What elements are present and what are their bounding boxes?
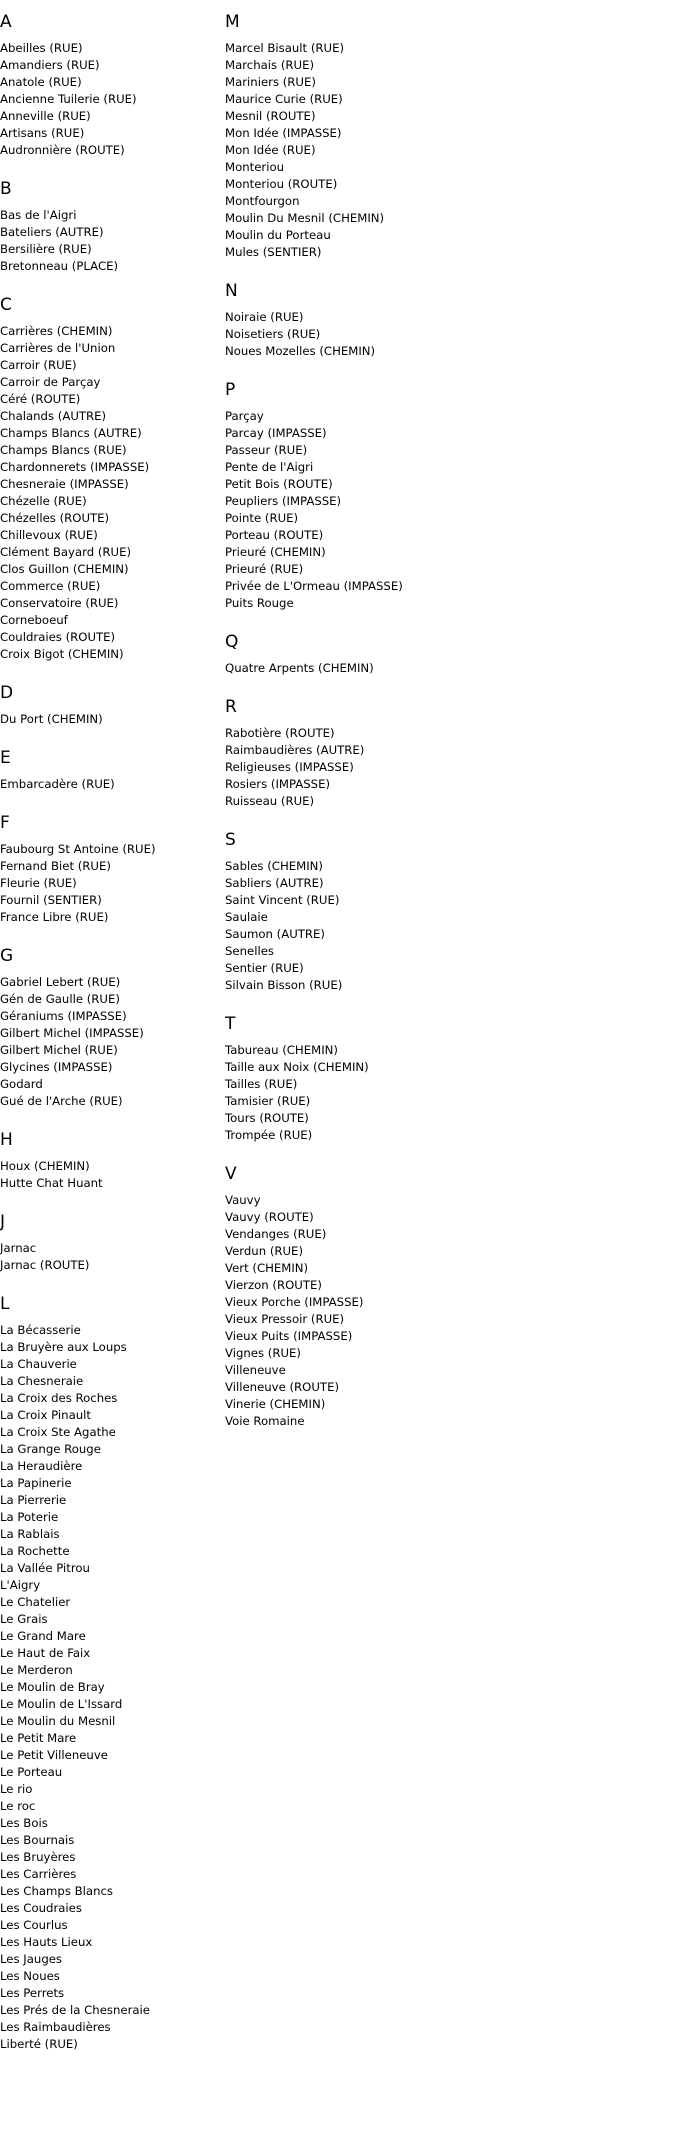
street-link[interactable]: Le Petit Mare	[0, 1731, 77, 1745]
street-link[interactable]: Le Porteau	[0, 1765, 63, 1779]
street-link[interactable]: Les Bournais	[0, 1833, 75, 1847]
street-link[interactable]: Audronnière (ROUTE)	[0, 143, 125, 157]
street-link[interactable]: Les Bois	[0, 1816, 48, 1830]
street-link[interactable]: Noisetiers (RUE)	[225, 327, 321, 341]
street-link[interactable]: Prieuré (RUE)	[225, 562, 304, 576]
street-link[interactable]: Abeilles (RUE)	[0, 41, 83, 55]
street-link[interactable]: Carroir de Parçay	[0, 375, 101, 389]
street-link[interactable]: Monteriou (ROUTE)	[225, 177, 338, 191]
street-list	[225, 40, 665, 261]
street-link[interactable]: Amandiers (RUE)	[0, 58, 100, 72]
letter-group	[0, 295, 220, 663]
street-link[interactable]: La Croix des Roches	[0, 1391, 118, 1405]
letter-heading: P	[225, 380, 236, 400]
street-link[interactable]: Vieux Puits (IMPASSE)	[225, 1329, 353, 1343]
street-link[interactable]: Mon Idée (IMPASSE)	[225, 126, 342, 140]
letter-group	[0, 748, 220, 793]
street-link[interactable]: Les Champs Blancs	[0, 1884, 113, 1898]
street-link[interactable]: Les Perrets	[0, 1986, 65, 2000]
street-link[interactable]: Marcel Bisault (RUE)	[225, 41, 345, 55]
street-link[interactable]: Glycines (IMPASSE)	[0, 1060, 113, 1074]
street-link[interactable]: Saint Vincent (RUE)	[225, 893, 340, 907]
street-link[interactable]: Pente de l'Aigri	[225, 460, 314, 474]
letter-heading: V	[225, 1164, 237, 1184]
street-link[interactable]: Liberté (RUE)	[0, 2037, 78, 2051]
street-link[interactable]: Couldraies (ROUTE)	[0, 630, 116, 644]
street-link[interactable]: La Pierrerie	[0, 1493, 67, 1507]
letter-group	[225, 1014, 665, 1144]
street-link[interactable]: Anneville (RUE)	[0, 109, 91, 123]
street-link[interactable]: Saumon (AUTRE)	[225, 927, 325, 941]
letter-group	[225, 830, 665, 994]
street-link[interactable]: Porteau (ROUTE)	[225, 528, 324, 542]
street-link[interactable]: Le Chatelier	[0, 1595, 71, 1609]
letter-group	[225, 380, 665, 612]
street-link[interactable]: Silvain Bisson (RUE)	[225, 978, 343, 992]
street-link[interactable]: Parçay	[225, 409, 264, 423]
letter-group	[225, 12, 665, 261]
letter-heading: B	[0, 179, 12, 199]
street-link[interactable]: Moulin Du Mesnil (CHEMIN)	[225, 211, 385, 225]
street-link[interactable]: La Poterie	[0, 1510, 59, 1524]
street-link[interactable]: Vierzon (ROUTE)	[225, 1278, 322, 1292]
street-link[interactable]: Le Grais	[0, 1612, 48, 1626]
street-link[interactable]: Mesnil (ROUTE)	[225, 109, 316, 123]
street-link[interactable]: Mariniers (RUE)	[225, 75, 316, 89]
street-link[interactable]: La Bruyère aux Loups	[0, 1340, 127, 1354]
street-link[interactable]: Sentier (RUE)	[225, 961, 304, 975]
street-list	[0, 841, 220, 926]
street-link[interactable]: La Chesneraie	[0, 1374, 84, 1388]
street-link[interactable]: Carrières (CHEMIN)	[0, 324, 113, 338]
street-link[interactable]: Les Courlus	[0, 1918, 68, 1932]
street-link[interactable]: L'Aigry	[0, 1578, 41, 1592]
street-link[interactable]: Le Moulin de L'Issard	[0, 1697, 123, 1711]
street-link[interactable]: Monteriou	[225, 160, 285, 174]
street-list	[225, 660, 665, 677]
street-link[interactable]: Clos Guillon (CHEMIN)	[0, 562, 129, 576]
street-link[interactable]: Le Merderon	[0, 1663, 73, 1677]
street-link[interactable]: Vauvy	[225, 1193, 261, 1207]
street-link[interactable]: Conservatoire (RUE)	[0, 596, 119, 610]
letter-heading: M	[225, 12, 240, 32]
street-link[interactable]: Rabotière (ROUTE)	[225, 726, 335, 740]
street-link[interactable]: Tamisier (RUE)	[225, 1094, 311, 1108]
letter-group	[225, 697, 665, 810]
street-link[interactable]: La Chauverie	[0, 1357, 77, 1371]
street-link[interactable]: Géraniums (IMPASSE)	[0, 1009, 127, 1023]
street-link[interactable]: Le Moulin de Bray	[0, 1680, 105, 1694]
street-link[interactable]: Sables (CHEMIN)	[225, 859, 323, 873]
street-link[interactable]: Voie Romaine	[225, 1414, 305, 1428]
street-link[interactable]: Faubourg St Antoine (RUE)	[0, 842, 156, 856]
letter-heading: E	[0, 748, 11, 768]
street-link[interactable]: France Libre (RUE)	[0, 910, 109, 924]
street-link[interactable]: Les Noues	[0, 1969, 60, 1983]
street-link[interactable]: Maurice Curie (RUE)	[225, 92, 343, 106]
street-link[interactable]: Hutte Chat Huant	[0, 1176, 103, 1190]
street-link[interactable]: Villeneuve (ROUTE)	[225, 1380, 340, 1394]
street-link[interactable]: La Rochette	[0, 1544, 70, 1558]
street-link[interactable]: Marchais (RUE)	[225, 58, 315, 72]
street-link[interactable]: Vinerie (CHEMIN)	[225, 1397, 326, 1411]
street-link[interactable]: Saulaie	[225, 910, 268, 924]
letter-group	[225, 632, 665, 677]
letter-heading: N	[225, 281, 238, 301]
street-list	[0, 1240, 220, 1274]
letter-group	[0, 1294, 220, 2053]
street-link[interactable]: Villeneuve	[225, 1363, 286, 1377]
street-link[interactable]: Chézelle (RUE)	[0, 494, 87, 508]
street-link[interactable]: Passeur (RUE)	[225, 443, 308, 457]
street-link[interactable]: Vendanges (RUE)	[225, 1227, 327, 1241]
street-link[interactable]: Tours (ROUTE)	[225, 1111, 309, 1125]
street-link[interactable]: La Heraudière	[0, 1459, 83, 1473]
street-link[interactable]: Les Bruyères	[0, 1850, 76, 1864]
street-link[interactable]: Chardonnerets (IMPASSE)	[0, 460, 150, 474]
street-link[interactable]: Puits Rouge	[225, 596, 294, 610]
street-list	[0, 207, 220, 275]
street-link[interactable]: Chalands (AUTRE)	[0, 409, 107, 423]
street-list	[225, 408, 665, 612]
street-link[interactable]: Gilbert Michel (IMPASSE)	[0, 1026, 144, 1040]
letter-group	[0, 946, 220, 1110]
street-link[interactable]: Les Jauges	[0, 1952, 63, 1966]
street-link[interactable]: Les Raimbaudières	[0, 2020, 111, 2034]
street-link[interactable]: Le Grand Mare	[0, 1629, 86, 1643]
street-link[interactable]: Noiraie (RUE)	[225, 310, 304, 324]
street-link[interactable]: Religieuses (IMPASSE)	[225, 760, 354, 774]
street-link[interactable]: Parcay (IMPASSE)	[225, 426, 327, 440]
letter-group	[0, 1212, 220, 1274]
street-link[interactable]: La Papinerie	[0, 1476, 72, 1490]
street-link[interactable]: Jarnac (ROUTE)	[0, 1258, 90, 1272]
street-link[interactable]: Bateliers (AUTRE)	[0, 225, 104, 239]
street-link[interactable]: Pointe (RUE)	[225, 511, 299, 525]
street-link[interactable]: Les Prés de la Chesneraie	[0, 2003, 150, 2017]
street-link[interactable]: Tailles (RUE)	[225, 1077, 298, 1091]
street-link[interactable]: Chézelles (ROUTE)	[0, 511, 110, 525]
street-link[interactable]: Champs Blancs (AUTRE)	[0, 426, 142, 440]
street-link[interactable]: Senelles	[225, 944, 274, 958]
street-index-column-right	[225, 0, 665, 1450]
letter-heading: Q	[225, 632, 239, 652]
street-link[interactable]: Champs Blancs (RUE)	[0, 443, 127, 457]
street-link[interactable]: Trompée (RUE)	[225, 1128, 313, 1142]
street-link[interactable]: Les Hauts Lieux	[0, 1935, 93, 1949]
street-list	[225, 725, 665, 810]
letter-heading: A	[0, 12, 12, 32]
street-link[interactable]: Croix Bigot (CHEMIN)	[0, 647, 124, 661]
letter-heading: R	[225, 697, 237, 717]
street-list	[0, 974, 220, 1110]
street-link[interactable]: Artisans (RUE)	[0, 126, 85, 140]
street-link[interactable]: La Vallée Pitrou	[0, 1561, 90, 1575]
street-link[interactable]: Bretonneau (PLACE)	[0, 259, 119, 273]
street-link[interactable]: Carrières de l'Union	[0, 341, 116, 355]
letter-heading: S	[225, 830, 236, 850]
street-link[interactable]: La Grange Rouge	[0, 1442, 101, 1456]
street-list	[0, 323, 220, 663]
street-link[interactable]: Le Haut de Faix	[0, 1646, 91, 1660]
street-link[interactable]: Fournil (SENTIER)	[0, 893, 102, 907]
street-link[interactable]: Mules (SENTIER)	[225, 245, 322, 259]
street-link[interactable]: Clément Bayard (RUE)	[0, 545, 132, 559]
street-link[interactable]: Sabliers (AUTRE)	[225, 876, 324, 890]
street-link[interactable]: Rosiers (IMPASSE)	[225, 777, 331, 791]
street-index-column-left	[0, 0, 220, 2073]
street-link[interactable]: Les Carrières	[0, 1867, 77, 1881]
street-link[interactable]: Privée de L'Ormeau (IMPASSE)	[225, 579, 403, 593]
street-link[interactable]: Embarcadère (RUE)	[0, 777, 115, 791]
street-link[interactable]: Fleurie (RUE)	[0, 876, 77, 890]
letter-heading: D	[0, 683, 14, 703]
street-link[interactable]: La Croix Ste Agathe	[0, 1425, 116, 1439]
street-link[interactable]: Anatole (RUE)	[0, 75, 82, 89]
street-link[interactable]: Carroir (RUE)	[0, 358, 77, 372]
street-list	[225, 858, 665, 994]
street-link[interactable]: Houx (CHEMIN)	[0, 1159, 90, 1173]
street-link[interactable]: Le Petit Villeneuve	[0, 1748, 108, 1762]
street-link[interactable]: Vieux Pressoir (RUE)	[225, 1312, 345, 1326]
street-link[interactable]: Gué de l'Arche (RUE)	[0, 1094, 123, 1108]
street-link[interactable]: Corneboeuf	[0, 613, 68, 627]
street-link[interactable]: Bersilière (RUE)	[0, 242, 92, 256]
letter-heading: L	[0, 1294, 10, 1314]
letter-heading: C	[0, 295, 12, 315]
street-link[interactable]: Céré (ROUTE)	[0, 392, 81, 406]
street-link[interactable]: Noues Mozelles (CHEMIN)	[225, 344, 376, 358]
street-link[interactable]: Du Port (CHEMIN)	[0, 712, 103, 726]
letter-group	[0, 683, 220, 728]
street-list	[0, 776, 220, 793]
letter-heading: J	[0, 1212, 6, 1232]
street-link[interactable]: Tabureau (CHEMIN)	[225, 1043, 338, 1057]
street-link[interactable]: Ruisseau (RUE)	[225, 794, 315, 808]
letter-group	[225, 1164, 665, 1430]
street-link[interactable]: Ancienne Tuilerie (RUE)	[0, 92, 137, 106]
street-list	[225, 309, 665, 360]
street-link[interactable]: Chesneraie (IMPASSE)	[0, 477, 129, 491]
street-link[interactable]: La Bécasserie	[0, 1323, 81, 1337]
letter-group	[0, 179, 220, 275]
street-link[interactable]: Moulin du Porteau	[225, 228, 331, 242]
street-link[interactable]: Vauvy (ROUTE)	[225, 1210, 314, 1224]
street-link[interactable]: Quatre Arpents (CHEMIN)	[225, 661, 374, 675]
street-link[interactable]: Raimbaudières (AUTRE)	[225, 743, 365, 757]
street-link[interactable]: Le Moulin du Mesnil	[0, 1714, 116, 1728]
letter-heading: H	[0, 1130, 13, 1150]
street-link[interactable]: Verdun (RUE)	[225, 1244, 304, 1258]
street-link[interactable]: Petit Bois (ROUTE)	[225, 477, 333, 491]
street-link[interactable]: Gabriel Lebert (RUE)	[0, 975, 121, 989]
letter-group	[0, 12, 220, 159]
street-link[interactable]: Les Coudraies	[0, 1901, 82, 1915]
letter-heading: F	[0, 813, 10, 833]
street-link[interactable]: Jarnac	[0, 1241, 37, 1255]
street-list	[0, 711, 220, 728]
street-link[interactable]: Peupliers (IMPASSE)	[225, 494, 342, 508]
street-list	[225, 1192, 665, 1430]
street-list	[0, 1158, 220, 1192]
street-link[interactable]: La Rablais	[0, 1527, 60, 1541]
street-link[interactable]: Montfourgon	[225, 194, 300, 208]
letter-group	[0, 813, 220, 926]
street-link[interactable]: Chillevoux (RUE)	[0, 528, 98, 542]
street-link[interactable]: Le rio	[0, 1782, 33, 1796]
letter-heading: G	[0, 946, 14, 966]
street-link[interactable]: Vignes (RUE)	[225, 1346, 301, 1360]
street-link[interactable]: Bas de l'Aigri	[0, 208, 77, 222]
street-link[interactable]: Godard	[0, 1077, 43, 1091]
street-link[interactable]: Taille aux Noix (CHEMIN)	[225, 1060, 369, 1074]
street-link[interactable]: Vieux Porche (IMPASSE)	[225, 1295, 364, 1309]
street-link[interactable]: La Croix Pinault	[0, 1408, 91, 1422]
street-link[interactable]: Gilbert Michel (RUE)	[0, 1043, 118, 1057]
street-link[interactable]: Le roc	[0, 1799, 36, 1813]
street-link[interactable]: Gén de Gaulle (RUE)	[0, 992, 120, 1006]
street-link[interactable]: Vert (CHEMIN)	[225, 1261, 309, 1275]
letter-group	[0, 1130, 220, 1192]
street-list	[0, 40, 220, 159]
street-link[interactable]: Fernand Biet (RUE)	[0, 859, 111, 873]
street-link[interactable]: Mon Idée (RUE)	[225, 143, 316, 157]
letter-heading: T	[225, 1014, 236, 1034]
street-link[interactable]: Prieuré (CHEMIN)	[225, 545, 326, 559]
street-list	[225, 1042, 665, 1144]
street-link[interactable]: Commerce (RUE)	[0, 579, 101, 593]
street-list	[0, 1322, 220, 2053]
letter-group	[225, 281, 665, 360]
